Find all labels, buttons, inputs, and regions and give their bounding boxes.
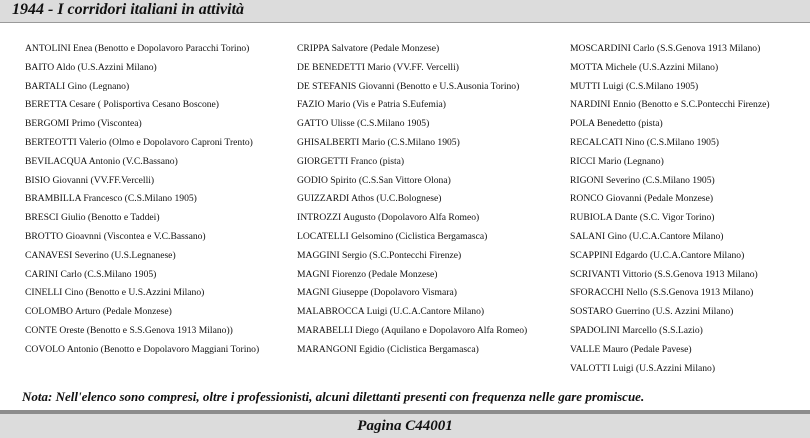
rider-entry: GUIZZARDI Athos (U.C.Bolognese)	[297, 193, 442, 205]
rider-entry: VALOTTI Luigi (U.S.Azzini Milano)	[570, 362, 716, 374]
rider-entry: SFORACCHI Nello (S.S.Genova 1913 Milano)	[570, 287, 754, 299]
rider-entry: DE BENEDETTI Mario (VV.FF. Vercelli)	[297, 61, 459, 73]
rider-entry: MAGNI Giuseppe (Dopolavoro Vismara)	[297, 287, 457, 299]
rider-entry: LOCATELLI Gelsomino (Ciclistica Bergamasca)	[297, 230, 488, 242]
riders-column-2	[297, 40, 565, 360]
rider-entry: GODIO Spirito (C.S.San Vittore Olona)	[297, 174, 451, 186]
page-header	[0, 0, 810, 23]
rider-entry: SPADOLINI Marcello (S.S.Lazio)	[570, 324, 703, 336]
rider-entry: MARABELLI Diego (Aquilano e Dopolavoro Alfa Romeo)	[297, 324, 528, 336]
rider-entry: CINELLI Cino (Benotto e U.S.Azzini Milano)	[25, 287, 205, 299]
rider-entry: BRAMBILLA Francesco (C.S.Milano 1905)	[25, 193, 197, 205]
rider-entry: MARANGONI Egidio (Ciclistica Bergamasca)	[297, 343, 479, 355]
rider-entry: SCAPPINI Edgardo (U.C.A.Cantore Milano)	[570, 249, 745, 261]
rider-entry: RECALCATI Nino (C.S.Milano 1905)	[570, 136, 719, 148]
rider-entry: RONCO Giovanni (Pedale Monzese)	[570, 193, 714, 205]
rider-entry: MALABROCCA Luigi (U.C.A.Cantore Milano)	[297, 306, 485, 318]
rider-entry: BROTTO Gioavnni (Viscontea e V.C.Bassano)	[25, 230, 206, 242]
rider-entry: BEVILACQUA Antonio (V.C.Bassano)	[25, 155, 178, 167]
rider-entry: VALLE Mauro (Pedale Pavese)	[570, 343, 692, 355]
rider-entry: INTROZZI Augusto (Dopolavoro Alfa Romeo)	[297, 212, 480, 224]
rider-entry: COVOLO Antonio (Benotto e Dopolavoro Maggiani Torino)	[25, 343, 260, 355]
rider-entry: CANAVESI Severino (U.S.Legnanese)	[25, 249, 176, 261]
rider-entry: MOSCARDINI Carlo (S.S.Genova 1913 Milano)	[570, 43, 761, 54]
rider-entry: RIGONI Severino (C.S.Milano 1905)	[570, 174, 715, 186]
page-number: Pagina C44001	[357, 418, 453, 434]
rider-entry: BARTALI Gino (Legnano)	[25, 80, 130, 92]
rider-entry: BISIO Giovanni (VV.FF.Vercelli)	[25, 174, 155, 186]
rider-entry: SALANI Gino (U.C.A.Cantore Milano)	[570, 230, 724, 242]
rider-entry: DE STEFANIS Giovanni (Benotto e U.S.Ausonia Torino)	[297, 80, 520, 92]
riders-list	[0, 40, 810, 380]
rider-entry: SOSTARO Guerrino (U.S. Azzini Milano)	[570, 306, 734, 318]
rider-entry: BERETTA Cesare ( Polisportiva Cesano Boscone)	[25, 99, 220, 111]
rider-entry: COLOMBO Arturo (Pedale Monzese)	[25, 306, 172, 318]
rider-entry: MAGNI Fiorenzo (Pedale Monzese)	[297, 268, 438, 280]
rider-entry: MAGGINI Sergio (S.C.Pontecchi Firenze)	[297, 249, 462, 261]
rider-entry: GATTO Ulisse (C.S.Milano 1905)	[297, 118, 430, 130]
rider-entry: MUTTI Luigi (C.S.Milano 1905)	[570, 80, 699, 92]
rider-entry: GHISALBERTI Mario (C.S.Milano 1905)	[297, 136, 460, 148]
rider-entry: BRESCI Giulio (Benotto e Taddei)	[25, 212, 160, 224]
rider-entry: CRIPPA Salvatore (Pedale Monzese)	[297, 43, 440, 54]
rider-entry: BERTEOTTI Valerio (Olmo e Dopolavoro Caproni Trento)	[25, 136, 253, 148]
rider-entry: BERGOMI Primo (Viscontea)	[25, 118, 142, 130]
rider-entry: RUBIOLA Dante (S.C. Vigor Torino)	[570, 212, 715, 224]
riders-column-1	[25, 40, 293, 360]
rider-entry: ANTOLINI Enea (Benotto e Dopolavoro Paracchi Torino)	[25, 43, 250, 54]
rider-entry: SCRIVANTI Vittorio (S.S.Genova 1913 Milano)	[570, 268, 758, 280]
rider-entry: POLA Benedetto (pista)	[570, 118, 663, 130]
footnote: Nota: Nell'elenco sono compresi, oltre i professionisti, alcuni dilettanti presenti con frequenza nelle gare promiscue.	[22, 389, 645, 404]
rider-entry: GIORGETTI Franco (pista)	[297, 155, 405, 167]
rider-entry: FAZIO Mario (Vis e Patria S.Eufemia)	[297, 99, 446, 111]
rider-entry: CARINI Carlo (C.S.Milano 1905)	[25, 268, 157, 280]
rider-entry: RICCI Mario (Legnano)	[570, 155, 664, 167]
page-footer	[0, 414, 810, 438]
rider-entry: BAITO Aldo (U.S.Azzini Milano)	[25, 61, 157, 73]
rider-entry: NARDINI Ennio (Benotto e S.C.Pontecchi Firenze)	[570, 99, 770, 111]
page-title: 1944 - I corridori italiani in attività	[12, 1, 245, 18]
riders-column-3	[570, 40, 806, 378]
rider-entry: CONTE Oreste (Benotto e S.S.Genova 1913 Milano))	[25, 324, 233, 336]
rider-entry: MOTTA Michele (U.S.Azzini Milano)	[570, 61, 719, 73]
